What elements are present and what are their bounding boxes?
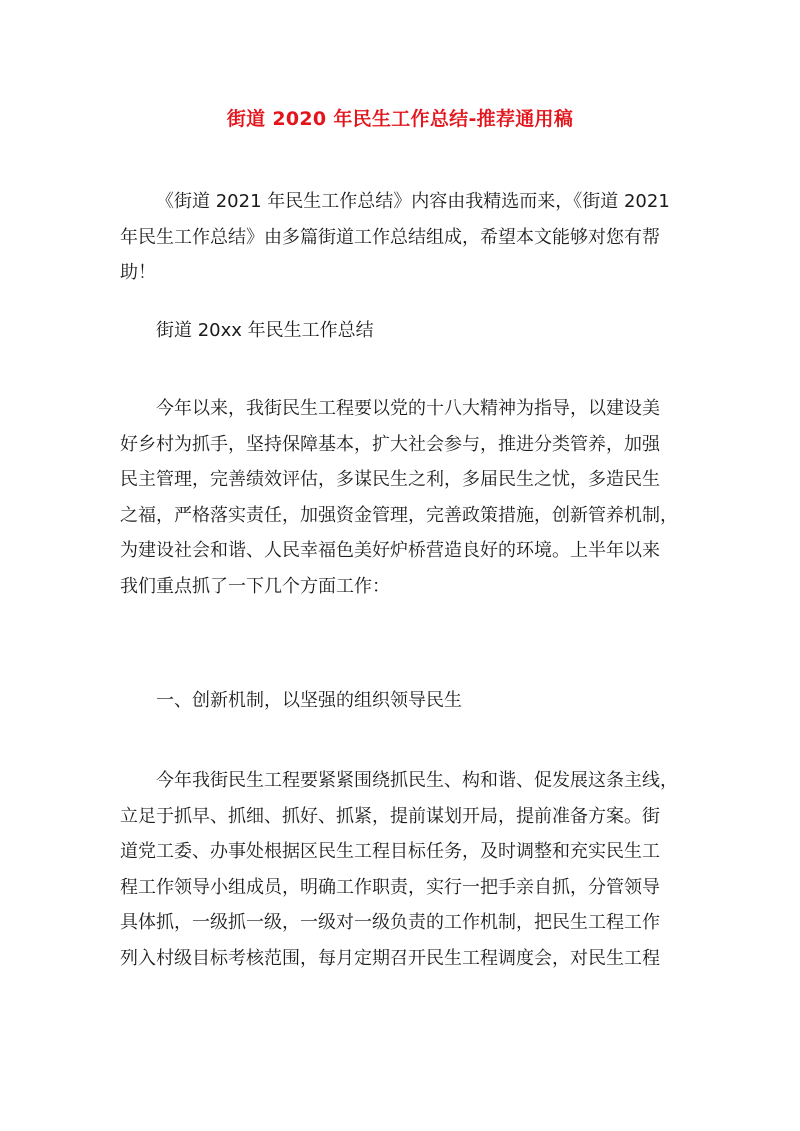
paragraph-line: 道党工委、办事处根据区民生工程目标任务，及时调整和充实民生工 [120, 841, 660, 863]
paragraph-line: 年民生工作总结》由多篇街道工作总结组成，希望本文能够对您有帮 [120, 226, 660, 248]
body-paragraph-2 [120, 763, 685, 977]
paragraph-line: 民主管理，完善绩效评估，多谋民生之利，多届民生之忧，多造民生 [120, 469, 660, 491]
section-heading-1: 一、创新机制，以坚强的组织领导民生 [156, 690, 462, 711]
document-title: 街道 2020 年民生工作总结-推荐通用稿 [226, 108, 574, 130]
paragraph-line: 之福，严格落实责任，加强资金管理，完善政策措施，创新管养机制， [120, 504, 678, 526]
paragraph-line: 我们重点抓了一下几个方面工作： [120, 575, 390, 597]
paragraph-line: 列入村级目标考核范围，每月定期召开民生工程调度会，对民生工程 [120, 947, 660, 969]
paragraph-line: 今年以来，我街民生工程要以党的十八大精神为指导，以建设美 [156, 398, 660, 419]
section-subtitle: 街道 20xx 年民生工作总结 [156, 320, 374, 341]
paragraph-line: 好乡村为抓手，坚持保障基本，扩大社会参与，推进分类管养，加强 [120, 433, 660, 455]
paragraph-line: 《街道 2021 年民生工作总结》内容由我精选而来，《街道 2021 [156, 191, 670, 212]
paragraph-line: 助！ [120, 262, 156, 284]
paragraph-line: 程工作领导小组成员，明确工作职责，实行一把手亲自抓，分管领导 [120, 876, 660, 898]
paragraph-line: 具体抓，一级抓一级，一级对一级负责的工作机制，把民生工程工作 [120, 912, 660, 934]
body-paragraph-1 [120, 391, 685, 605]
paragraph-line: 立足于抓早、抓细、抓好、抓紧，提前谋划开局，提前准备方案。街 [120, 805, 660, 827]
paragraph-line: 今年我街民生工程要紧紧围绕抓民生、构和谐、促发展这条主线， [156, 770, 678, 791]
paragraph-line: 为建设社会和谐、人民幸福色美好炉桥营造良好的环境。上半年以来 [120, 540, 660, 562]
intro-paragraph [120, 184, 685, 291]
